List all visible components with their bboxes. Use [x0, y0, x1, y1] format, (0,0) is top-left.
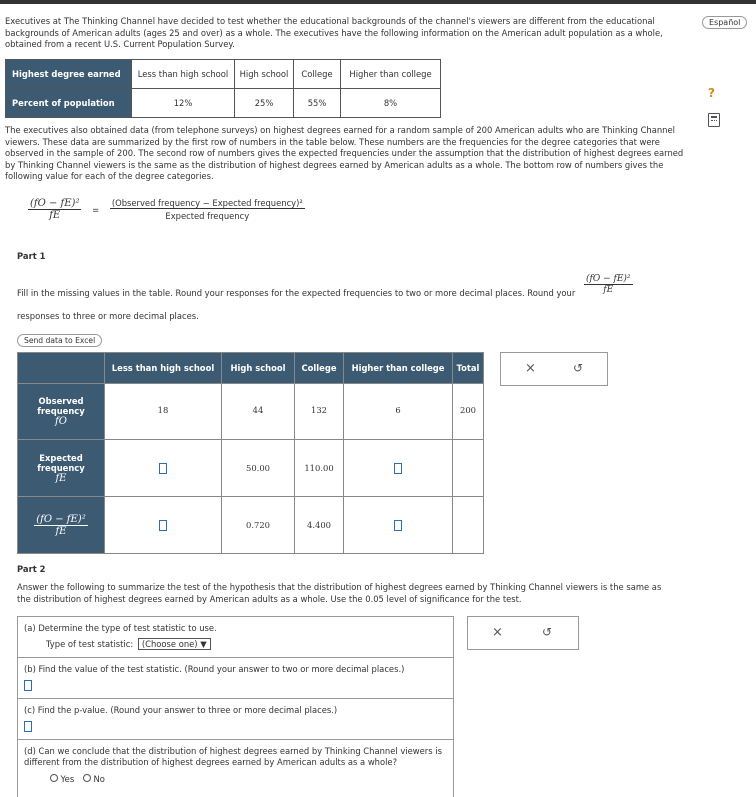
observed-value: 6 — [395, 405, 401, 415]
select-value: (Choose one) — [141, 639, 198, 649]
questions-panel — [17, 616, 454, 797]
col-header: Total — [453, 353, 484, 384]
col-header: Higher than college — [344, 353, 453, 384]
formula-lhs-denominator: fE — [49, 210, 61, 221]
description-text: The executives also obtained data (from telephone surveys) on highest degrees earned for a random sample of 200 American adults who are Thinking Channel viewers. These data are summarized by the first row of numbers in the table below. These numbers are the frequencies for the degree categories that were observed in the sample of 200. The second row of numbers gives the expected frequencies under the assumption that the distribution of highest degrees earned by Thinking Channel viewers is the same as the distribution of highest degrees earned by American adults as a whole. The bottom row of numbers gives the following value for each of the degree categories. — [5, 125, 684, 181]
expected-label: Expected frequency — [37, 452, 85, 473]
question-b-text: (b) Find the value of the test statistic. (Round your answer to two or more decimal places.) — [24, 664, 405, 674]
question-a-label: Type of test statistic: — [46, 639, 134, 649]
pop-category: College — [294, 60, 341, 89]
expected-value: 50.00 — [246, 463, 270, 473]
chi-denominator: fE — [55, 525, 67, 537]
tool-panel-1 — [500, 352, 608, 386]
chi-total — [454, 498, 482, 520]
question-a-text: (a) Determine the type of test statistic to use. — [24, 623, 217, 633]
yes-radio[interactable] — [50, 774, 58, 782]
question-b — [18, 658, 453, 699]
part1-fraction-den: fE — [603, 285, 614, 295]
observed-value: 18 — [157, 405, 169, 415]
observed-label: Observed frequency — [37, 396, 85, 416]
pop-percent: 55% — [294, 89, 341, 118]
row-header-percent: Percent of population — [6, 89, 132, 118]
formula-rhs-denominator: Expected frequency — [165, 211, 250, 221]
chi-input[interactable] — [394, 520, 402, 531]
part2-title: Part 2 — [17, 564, 46, 574]
no-label: No — [93, 774, 105, 784]
corner-cell — [18, 353, 105, 384]
part1-fraction — [584, 274, 633, 295]
question-a — [18, 617, 453, 658]
calculator-icon[interactable] — [708, 113, 720, 127]
undo-icon[interactable]: ↺ — [542, 625, 553, 639]
pop-percent: 8% — [341, 89, 441, 118]
col-header: High school — [222, 353, 295, 384]
col-header: College — [295, 353, 344, 384]
part1-instruction-a: Fill in the missing values in the table. Round your responses for the expected frequencies to two or more decimal places. Round your — [17, 288, 576, 298]
expected-input[interactable] — [159, 463, 167, 474]
part1-title: Part 1 — [17, 251, 46, 261]
expected-symbol: fE — [55, 472, 67, 484]
chi-input[interactable] — [159, 520, 167, 531]
pop-category: Less than high school — [132, 60, 235, 89]
formula-rhs-numerator: (Observed frequency − Expected frequency)² — [111, 198, 303, 208]
pop-percent: 25% — [235, 89, 294, 118]
observed-value: 132 — [311, 405, 327, 415]
pop-percent: 12% — [132, 89, 235, 118]
no-radio[interactable] — [83, 774, 91, 782]
part1-instruction-b: responses to three or more decimal places. — [17, 311, 199, 321]
formula-lhs-numerator: (fO − fE)² — [30, 198, 80, 209]
part1-fraction-num: (fO − fE)² — [586, 274, 631, 284]
question-d — [18, 740, 453, 784]
row-header-observed — [18, 384, 105, 440]
chi-value: 4.400 — [307, 520, 331, 530]
observed-total: 200 — [460, 405, 476, 415]
part2-intro: Answer the following to summarize the test of the hypothesis that the distribution of highest degrees earned by Thinking Channel viewers is the same as the distribution of highest degrees earned by American adults as a whole. Use the 0.05 level of significance for the test. — [17, 582, 662, 604]
col-header: Less than high school — [105, 353, 222, 384]
help-icon[interactable]: ? — [708, 86, 715, 100]
test-statistic-input[interactable] — [24, 680, 32, 691]
p-value-input[interactable] — [24, 721, 32, 732]
pop-category: Higher than college — [341, 60, 441, 89]
intro-text: Executives at The Thinking Channel have decided to test whether the educational backgrounds of the channel's viewers are different from the educational backgrounds of American adults (ages 25 and over) as a whole. The executives have the following information on the American adult population as a whole, obtained from a recent U.S. Current Population Survey. — [5, 16, 663, 49]
clear-icon[interactable]: × — [492, 625, 503, 640]
frequency-table — [17, 352, 484, 554]
top-bar — [0, 0, 756, 4]
test-statistic-select[interactable]: (Choose one) ▼ — [138, 638, 211, 650]
undo-icon[interactable]: ↺ — [573, 361, 584, 375]
question-c-text: (c) Find the p-value. (Round your answer to three or more decimal places.) — [24, 705, 338, 715]
expected-total — [454, 441, 482, 463]
chi-value: 0.720 — [246, 520, 270, 530]
question-c — [18, 699, 453, 740]
row-header-chi — [18, 497, 105, 554]
expected-input[interactable] — [394, 463, 402, 474]
population-table — [5, 59, 441, 118]
question-d-text: (d) Can we conclude that the distribution of highest degrees earned by Thinking Channel viewers is different from the distribution of highest degrees earned by American adults as a whole? — [24, 746, 442, 767]
chi-numerator: (fO − fE)² — [36, 513, 86, 525]
expected-value: 110.00 — [304, 463, 334, 473]
formula-equals: = — [92, 204, 100, 215]
tool-panel-2 — [467, 616, 579, 650]
observed-symbol: fO — [55, 416, 67, 427]
pop-category: High school — [235, 60, 294, 89]
formula — [28, 198, 305, 221]
send-to-excel-button[interactable]: Send data to Excel — [17, 334, 102, 347]
yes-label: Yes — [60, 774, 75, 784]
clear-icon[interactable]: × — [525, 361, 536, 376]
observed-value: 44 — [252, 405, 264, 415]
espanol-button[interactable]: Español — [702, 16, 747, 29]
row-header-expected — [18, 440, 105, 497]
row-header-degree: Highest degree earned — [6, 60, 132, 89]
